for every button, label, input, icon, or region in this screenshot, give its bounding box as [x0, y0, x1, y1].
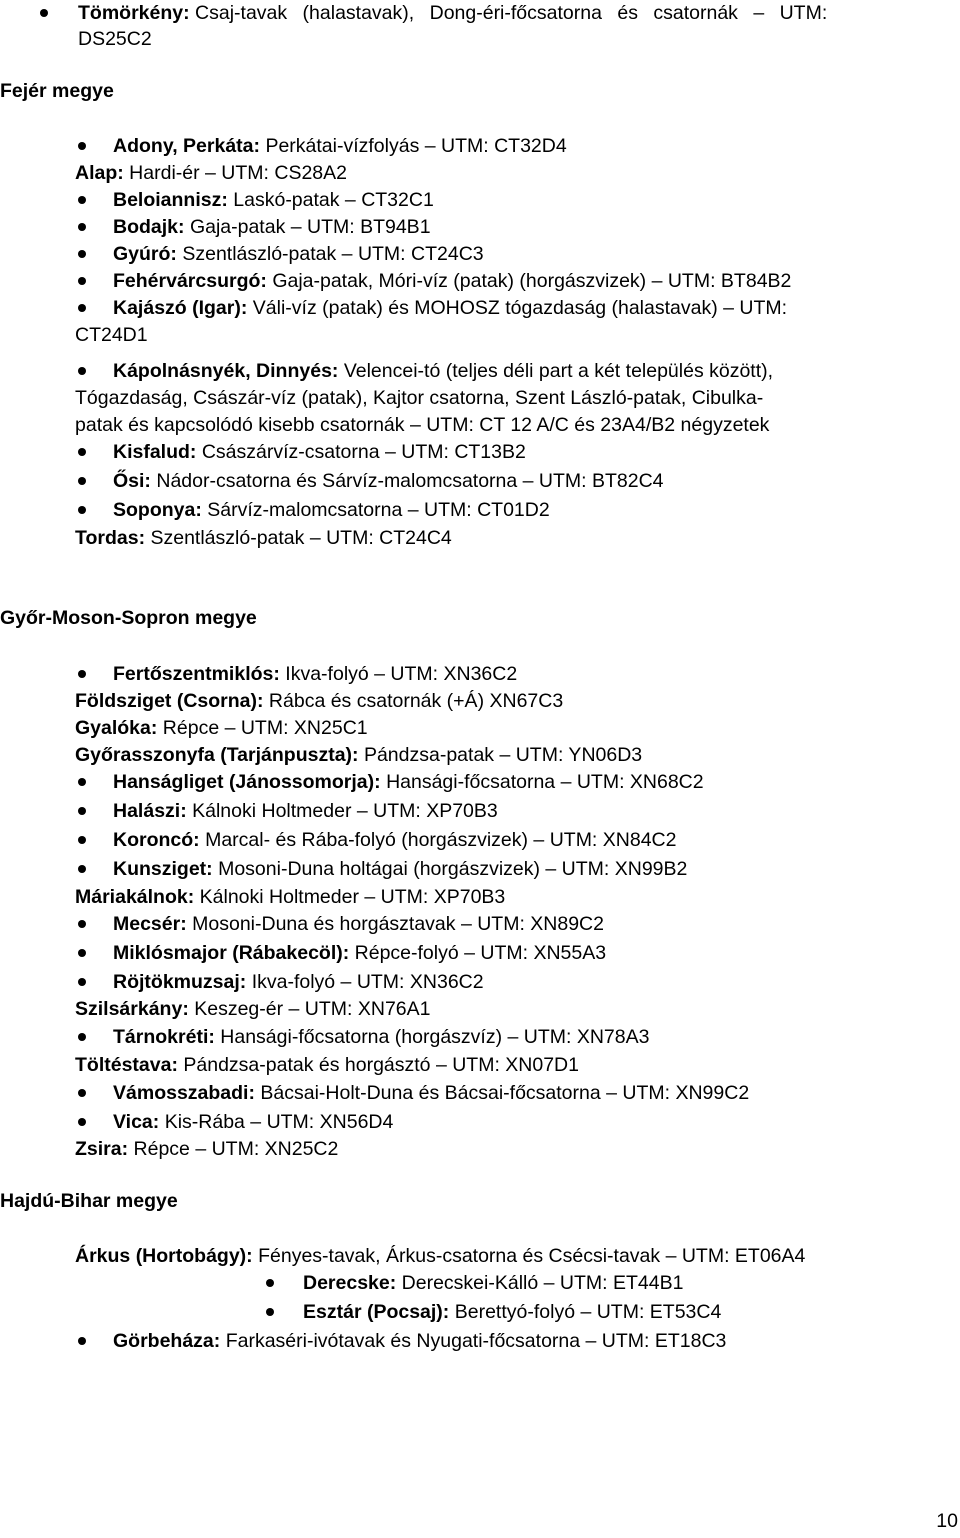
list-item [75, 1136, 338, 1162]
bullet [78, 448, 86, 456]
list-item [113, 911, 604, 937]
settlement-name: Beloiannisz: [113, 189, 228, 211]
settlement-name: Hanságliget (Jánossomorja): [113, 771, 381, 793]
entry-description: Keszeg-ér – UTM: XN76A1 [194, 998, 431, 1020]
list-item [113, 827, 676, 853]
settlement-name: Miklósmajor (Rábakecöl): [113, 942, 350, 964]
entry-description: Farkaséri-ivótavak és Nyugati-főcsatorna – UTM: ET18C3 [225, 1330, 727, 1352]
list-item [75, 688, 563, 714]
list-item [113, 1080, 749, 1106]
entry-description: Szentlászló-patak – UTM: CT24C4 [150, 527, 452, 549]
entry-description: Répce-folyó – UTM: XN55A3 [354, 942, 607, 964]
bullet [78, 367, 86, 375]
entry-description: Váli-víz (patak) és MOHOSZ tógazdaság (halastavak) – UTM: [252, 297, 788, 319]
entry-description: Perkátai-vízfolyás – UTM: CT32D4 [265, 135, 567, 157]
bullet [40, 9, 48, 17]
entry-description: Laskó-patak – CT32C1 [233, 189, 434, 211]
list-item [113, 798, 498, 824]
list-item [113, 661, 517, 687]
settlement-name: Vica: [113, 1111, 160, 1133]
bullet [78, 978, 86, 986]
list-item [113, 1109, 393, 1135]
list-item [113, 940, 606, 966]
entry-description: Derecskei-Kálló – UTM: ET44B1 [401, 1272, 684, 1294]
settlement-name: Szilsárkány: [75, 998, 189, 1020]
bullet [78, 196, 86, 204]
settlement-name: Győrasszonyfa (Tarjánpuszta): [75, 744, 359, 766]
entry-description: Gaja-patak, Móri-víz (patak) (horgászvizek) – UTM: BT84B2 [272, 270, 792, 292]
entry-description: Marcal- és Rába-folyó (horgászvizek) – UTM: XN84C2 [205, 829, 677, 851]
settlement-name: Árkus (Hortobágy): [75, 1245, 253, 1267]
settlement-name: Mecsér: [113, 913, 187, 935]
settlement-name: Kisfalud: [113, 441, 197, 463]
list-item-continuation: Tógazdaság, Császár-víz (patak), Kajtor csatorna, Szent László-patak, Cibulka- [75, 387, 764, 409]
entry-description: Hansági-főcsatorna – UTM: XN68C2 [386, 771, 704, 793]
entry-description: Rábca és csatornák (+Á) XN67C3 [268, 690, 564, 712]
bullet [78, 250, 86, 258]
bullet [78, 836, 86, 844]
bullet [78, 304, 86, 312]
section-heading-gyor: Győr-Moson-Sopron megye [0, 607, 257, 629]
bullet [78, 778, 86, 786]
settlement-name: Bodajk: [113, 216, 185, 238]
settlement-name: Görbeháza: [113, 1330, 221, 1352]
settlement-name: Vámosszabadi: [113, 1082, 255, 1104]
list-item [113, 856, 687, 882]
entry-description: Császárvíz-csatorna – UTM: CT13B2 [201, 441, 526, 463]
list-item [113, 295, 787, 321]
entry-description: Csaj-tavak (halastavak), Dong-éri-főcsatorna és csatornák – UTM: [195, 2, 828, 24]
bullet [78, 1033, 86, 1041]
page-number: 10 [936, 1510, 958, 1532]
entry-description: Nádor-csatorna és Sárvíz-malomcsatorna – UTM: BT82C4 [156, 470, 664, 492]
settlement-name: Tordas: [75, 527, 146, 549]
bullet [78, 865, 86, 873]
entry-description: Ikva-folyó – UTM: XN36C2 [285, 663, 518, 685]
list-item [113, 969, 484, 995]
list-item [75, 160, 347, 186]
entry-description: Répce – UTM: XN25C1 [162, 717, 368, 739]
list-item [78, 0, 948, 26]
list-item [75, 1243, 805, 1269]
entry-description: Mosoni-Duna holtágai (horgászvizek) – UTM: XN99B2 [218, 858, 688, 880]
list-item [113, 769, 704, 795]
entry-description: Gaja-patak – UTM: BT94B1 [189, 216, 431, 238]
bullet [78, 1089, 86, 1097]
list-item [303, 1299, 721, 1325]
list-item-continuation: CT24D1 [75, 324, 148, 346]
bullet [78, 506, 86, 514]
entry-description: Kálnoki Holtmeder – UTM: XP70B3 [192, 800, 498, 822]
entry-description: Mosoni-Duna és horgásztavak – UTM: XN89C2 [192, 913, 604, 935]
entry-description: Hansági-főcsatorna (horgászvíz) – UTM: XN78A3 [220, 1026, 650, 1048]
list-item [75, 715, 368, 741]
entry-description: Pándzsa-patak – UTM: YN06D3 [363, 744, 643, 766]
settlement-name: Máriakálnok: [75, 886, 195, 908]
settlement-name: Esztár (Pocsaj): [303, 1301, 450, 1323]
list-item [113, 241, 484, 267]
bullet [78, 477, 86, 485]
entry-description: Sárvíz-malomcsatorna – UTM: CT01D2 [207, 499, 550, 521]
entry-description: Hardi-ér – UTM: CS28A2 [129, 162, 347, 184]
entry-description: Répce – UTM: XN25C2 [133, 1138, 339, 1160]
entry-description: Ikva-folyó – UTM: XN36C2 [251, 971, 484, 993]
settlement-name: Tömörkény: [78, 2, 190, 24]
list-item [113, 268, 791, 294]
list-item [75, 996, 431, 1022]
settlement-name: Derecske: [303, 1272, 397, 1294]
bullet [266, 1279, 274, 1287]
entry-description: Szentlászló-patak – UTM: CT24C3 [182, 243, 484, 265]
settlement-name: Adony, Perkáta: [113, 135, 261, 157]
settlement-name: Töltéstava: [75, 1054, 178, 1076]
settlement-name: Soponya: [113, 499, 202, 521]
list-item [113, 358, 773, 384]
section-heading-hajdu: Hajdú-Bihar megye [0, 1190, 178, 1212]
bullet [78, 277, 86, 285]
list-item [303, 1270, 683, 1296]
list-item [113, 1328, 726, 1354]
settlement-name: Ősi: [113, 470, 151, 492]
bullet [78, 223, 86, 231]
settlement-name: Kápolnásnyék, Dinnyés: [113, 360, 339, 382]
list-item [113, 214, 431, 240]
entry-description: Bácsai-Holt-Duna és Bácsai-főcsatorna – UTM: XN99C2 [260, 1082, 750, 1104]
settlement-name: Gyúró: [113, 243, 177, 265]
settlement-name: Tárnokréti: [113, 1026, 215, 1048]
settlement-name: Alap: [75, 162, 124, 184]
bullet [78, 1118, 86, 1126]
settlement-name: Koroncó: [113, 829, 200, 851]
list-item [113, 133, 567, 159]
list-item [113, 468, 664, 494]
bullet [78, 949, 86, 957]
list-item [113, 187, 434, 213]
settlement-name: Fertőszentmiklós: [113, 663, 280, 685]
bullet [78, 1337, 86, 1345]
settlement-name: Gyalóka: [75, 717, 158, 739]
entry-description: Fényes-tavak, Árkus-csatorna és Csécsi-tavak – UTM: ET06A4 [258, 1245, 806, 1267]
bullet [78, 142, 86, 150]
settlement-name: Röjtökmuzsaj: [113, 971, 247, 993]
settlement-name: Fehérvárcsurgó: [113, 270, 267, 292]
section-heading-fejer: Fejér megye [0, 80, 114, 102]
settlement-name: Kunsziget: [113, 858, 213, 880]
list-item [75, 525, 452, 551]
list-item [113, 439, 526, 465]
list-item [75, 1052, 579, 1078]
settlement-name: Földsziget (Csorna): [75, 690, 264, 712]
entry-description: Velencei-tó (teljes déli part a két település között), [343, 360, 774, 382]
list-item [75, 884, 505, 910]
list-item-continuation: DS25C2 [78, 28, 152, 50]
settlement-name: Kajászó (Igar): [113, 297, 248, 319]
bullet [266, 1308, 274, 1316]
bullet [78, 920, 86, 928]
entry-description: Pándzsa-patak és horgásztó – UTM: XN07D1 [183, 1054, 579, 1076]
settlement-name: Halászi: [113, 800, 187, 822]
list-item-continuation: patak és kapcsolódó kisebb csatornák – UTM: CT 12 A/C és 23A4/B2 négyzetek [75, 414, 770, 436]
settlement-name: Zsira: [75, 1138, 129, 1160]
bullet [78, 807, 86, 815]
entry-description: Kálnoki Holtmeder – UTM: XP70B3 [199, 886, 506, 908]
entry-description: Berettyó-folyó – UTM: ET53C4 [454, 1301, 722, 1323]
entry-description: Kis-Rába – UTM: XN56D4 [164, 1111, 394, 1133]
list-item [113, 497, 550, 523]
list-item [113, 1024, 649, 1050]
list-item [75, 742, 642, 768]
bullet [78, 670, 86, 678]
